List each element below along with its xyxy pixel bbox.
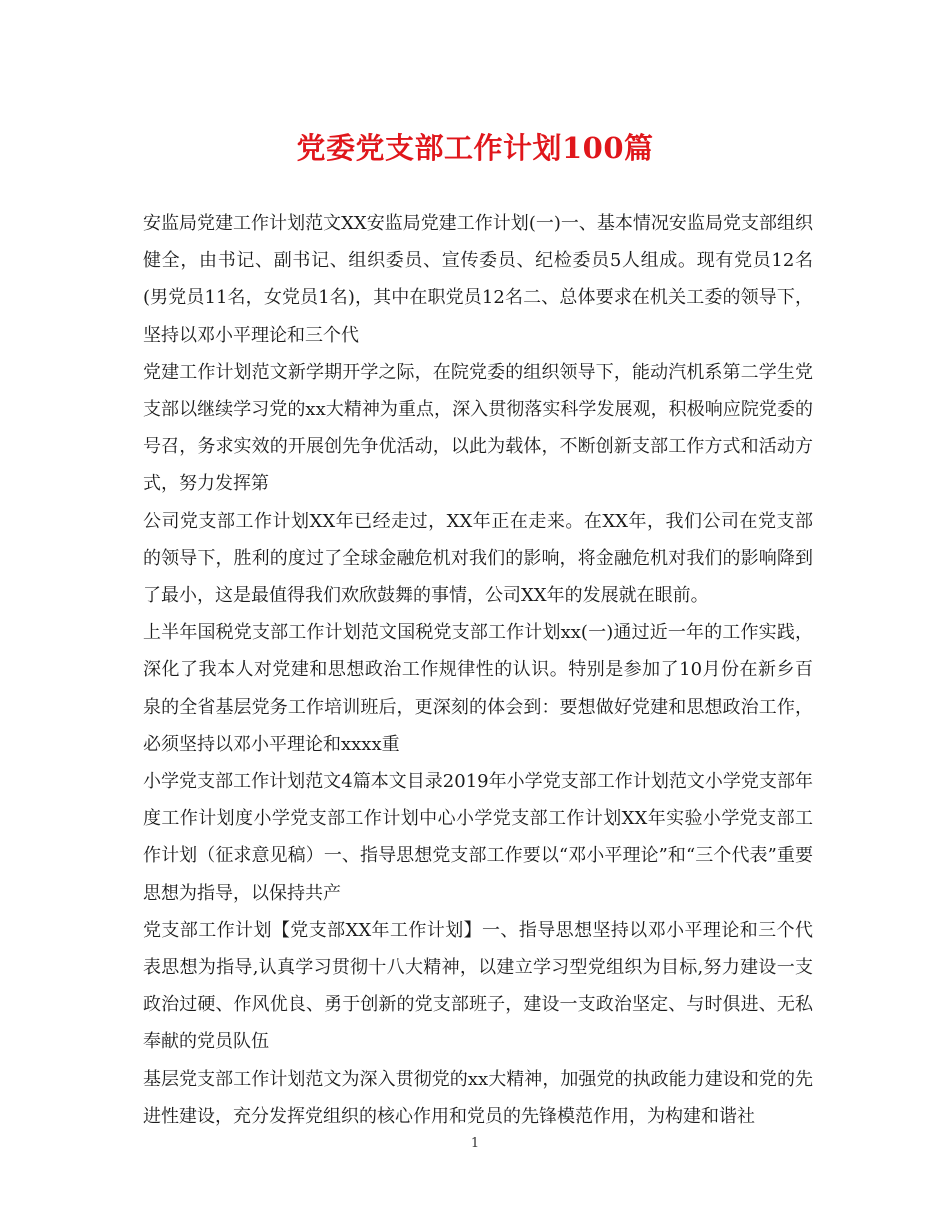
page-title: 党委党支部工作计划100篇 [296,131,654,165]
document-body [143,205,813,1135]
paragraph: 安监局党建工作计划范文XX安监局党建工作计划(一)一、基本情况安监局党支部组织健全，由书记、副书记、组织委员、宣传委员、纪检委员5人组成。现有党员12名(男党员11名，女党员1名)，其中在职党员12名二、总体要求在机关工委的领导下，坚持以邓小平理论和三个代 [143,213,813,346]
paragraph: 基层党支部工作计划范文为深入贯彻党的xx大精神，加强党的执政能力建设和党的先进性建设，充分发挥党组织的核心作用和党员的先锋模范作用，为构建和谐社 [143,1068,813,1127]
paragraph: 党支部工作计划【党支部XX年工作计划】一、指导思想坚持以邓小平理论和三个代表思想为指导,认真学习贯彻十八大精神，以建立学习型党组织为目标,努力建设一支政治过硬、作风优良、勇于创新的党支部班子，建设一支政治坚定、与时俱进、无私奉献的党员队伍 [143,919,813,1053]
paragraph: 上半年国税党支部工作计划范文国税党支部工作计划xx(一)通过近一年的工作实践，深化了我本人对党建和思想政治工作规律性的认识。特别是参加了10月份在新乡百泉的全省基层党务工作培训班后，更深刻的体会到：要想做好党建和思想政治工作，必须坚持以邓小平理论和xxxx重 [143,622,813,755]
paragraph: 公司党支部工作计划XX年已经走过，XX年正在走来。在XX年，我们公司在党支部的领导下，胜利的度过了全球金融危机对我们的影响，将金融危机对我们的影响降到了最小，这是最值得我们欢欣鼓舞的事情，公司XX年的发展就在眼前。 [143,510,813,607]
paragraph: 党建工作计划范文新学期开学之际，在院党委的组织领导下，能动汽机系第二学生党支部以继续学习党的xx大精神为重点，深入贯彻落实科学发展观，积极响应院党委的号召，务求实效的开展创先争优活动，以此为载体，不断创新支部工作方式和活动方式，努力发挥第 [143,361,813,495]
paragraph: 小学党支部工作计划范文4篇本文目录2019年小学党支部工作计划范文小学党支部年度工作计划度小学党支部工作计划中心小学党支部工作计划XX年实验小学党支部工作计划（征求意见稿）一、指导思想党支部工作要以“邓小平理论”和“三个代表”重要思想为指导，以保持共产 [143,771,813,904]
page-number: 1 [470,1136,480,1151]
